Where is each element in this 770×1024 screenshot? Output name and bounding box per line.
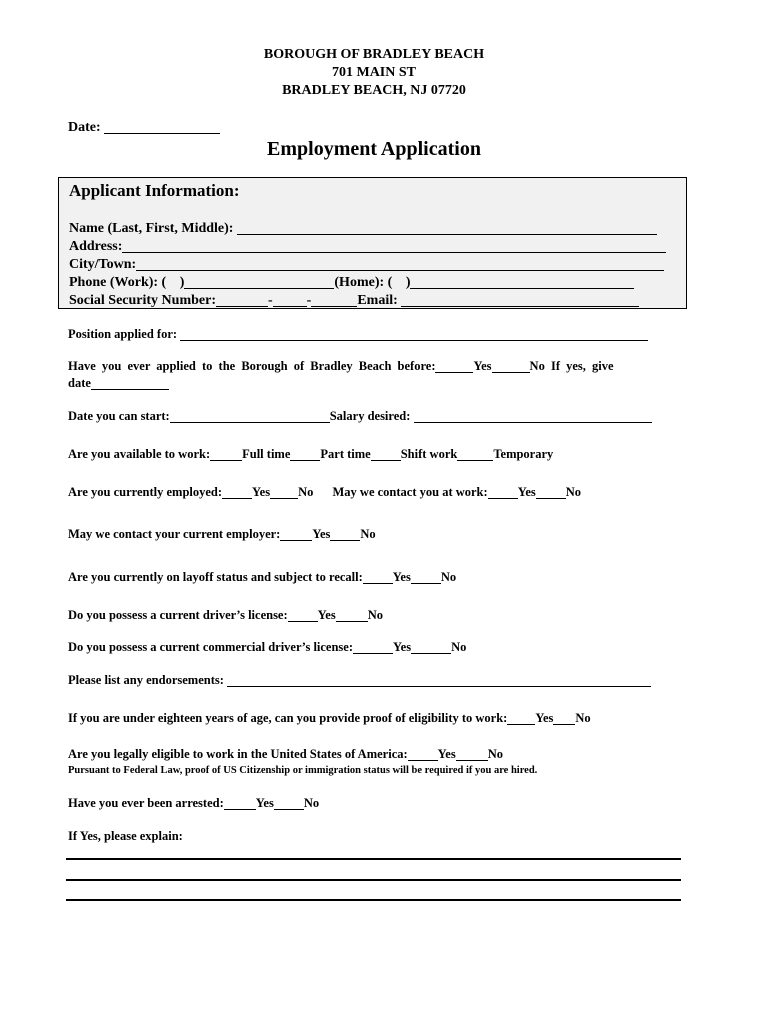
city-row <box>69 256 664 273</box>
endorsements-label: Please list any endorsements: <box>68 673 224 687</box>
explain-label: If Yes, please explain: <box>68 829 183 843</box>
start-salary-row <box>68 409 652 424</box>
employed-yes: Yes <box>252 485 271 499</box>
applicant-info-box <box>58 177 687 309</box>
legally-eligible-yes-field[interactable] <box>408 748 438 762</box>
position-field[interactable] <box>180 328 648 342</box>
phone-row <box>69 274 634 291</box>
shift-work-option: Shift work <box>400 447 458 461</box>
applied-date-row <box>68 376 169 391</box>
start-date-field[interactable] <box>170 410 330 424</box>
form-title: Employment Application <box>267 138 481 160</box>
commercial-no-field[interactable] <box>411 641 451 655</box>
org-street: 701 MAIN ST <box>331 65 416 80</box>
position-row <box>68 327 648 342</box>
address-row <box>69 238 666 255</box>
drivers-license-row <box>68 608 383 623</box>
applied-before-label: Have you ever applied to the Borough of Bradley Beach before: <box>68 359 436 373</box>
part-time-option: Part time <box>320 447 371 461</box>
commercial-no: No <box>451 640 467 654</box>
city-label: City/Town: <box>69 257 137 272</box>
ssn-field-1[interactable] <box>216 292 268 307</box>
explain-line-3[interactable] <box>66 899 681 901</box>
applied-before-yes: Yes <box>473 359 492 373</box>
drivers-license-yes: Yes <box>317 608 336 622</box>
org-name: BOROUGH OF BRADLEY BEACH <box>263 47 485 62</box>
drivers-license-yes-field[interactable] <box>288 609 318 623</box>
under-eighteen-yes: Yes <box>535 711 554 725</box>
explain-line-1[interactable] <box>66 858 681 860</box>
endorsements-row <box>68 673 651 688</box>
commercial-license-label: Do you possess a current commercial driver’s license: <box>68 640 354 654</box>
arrested-yes-field[interactable] <box>224 797 256 811</box>
employed-row <box>68 485 581 500</box>
org-city: BRADLEY BEACH, NJ 07720 <box>282 83 466 98</box>
contact-at-work-label: May we contact you at work: <box>332 485 488 499</box>
ssn-dash-1: - <box>267 293 273 308</box>
arrested-no-field[interactable] <box>274 797 304 811</box>
phone-home-paren: ) <box>405 275 411 290</box>
ssn-dash-2: - <box>306 293 312 308</box>
contact-employer-yes: Yes <box>312 527 331 541</box>
legally-eligible-yes: Yes <box>437 747 456 761</box>
start-date-label: Date you can start: <box>68 409 170 423</box>
arrested-label: Have you ever been arrested: <box>68 796 224 810</box>
date-label: Date: <box>68 120 101 135</box>
temporary-field[interactable] <box>457 448 493 462</box>
contact-employer-no-field[interactable] <box>330 528 360 542</box>
phone-home-field[interactable] <box>410 274 634 289</box>
applied-before-no: No If yes, give <box>529 359 614 373</box>
drivers-license-no-field[interactable] <box>336 609 368 623</box>
employed-no-field[interactable] <box>270 486 298 500</box>
citizenship-note: Pursuant to Federal Law, proof of US Citizenship or immigration status will be required if you are hired. <box>68 765 538 776</box>
contact-work-yes: Yes <box>517 485 536 499</box>
shift-work-field[interactable] <box>371 448 401 462</box>
ssn-field-2[interactable] <box>273 292 307 307</box>
legally-eligible-no-field[interactable] <box>456 748 488 762</box>
commercial-license-row <box>68 640 466 655</box>
contact-work-no: No <box>565 485 582 499</box>
name-row <box>69 220 657 237</box>
salary-label: Salary desired: <box>329 409 411 423</box>
layoff-yes: Yes <box>392 570 411 584</box>
contact-employer-row <box>68 527 376 542</box>
name-label: Name (Last, First, Middle): <box>69 221 234 236</box>
email-field[interactable] <box>401 292 639 307</box>
full-time-field[interactable] <box>210 448 242 462</box>
drivers-license-label: Do you possess a current driver’s license: <box>68 608 288 622</box>
contact-employer-yes-field[interactable] <box>280 528 312 542</box>
arrested-no: No <box>303 796 320 810</box>
ssn-row <box>69 292 639 309</box>
layoff-no: No <box>440 570 457 584</box>
phone-work-label: Phone (Work): ( <box>69 275 167 290</box>
position-label: Position applied for: <box>68 327 178 341</box>
arrested-row <box>68 796 319 811</box>
address-label: Address: <box>69 239 123 254</box>
commercial-yes: Yes <box>393 640 412 654</box>
available-row <box>68 447 553 462</box>
applied-before-no-field[interactable] <box>492 360 530 374</box>
employed-label: Are you currently employed: <box>68 485 223 499</box>
contact-employer-label: May we contact your current employer: <box>68 527 281 541</box>
phone-home-label: (Home): ( <box>334 275 393 290</box>
available-label: Are you available to work: <box>68 447 211 461</box>
legally-eligible-row <box>68 747 503 762</box>
city-field[interactable] <box>136 256 664 271</box>
legally-eligible-no: No <box>487 747 503 761</box>
date-row <box>68 119 220 136</box>
explain-line-2[interactable] <box>66 879 681 881</box>
employed-yes-field[interactable] <box>222 486 252 500</box>
arrested-yes: Yes <box>255 796 274 810</box>
ssn-field-3[interactable] <box>311 292 357 307</box>
full-time-option: Full time <box>242 447 291 461</box>
applied-before-yes-field[interactable] <box>435 360 473 374</box>
under-eighteen-no: No <box>575 711 591 725</box>
employed-no: No <box>298 485 314 499</box>
phone-work-paren: ) <box>179 275 185 290</box>
legally-eligible-label: Are you legally eligible to work in the United States of America: <box>68 747 408 761</box>
phone-work-field[interactable] <box>184 274 334 289</box>
layoff-row <box>68 570 456 585</box>
applied-date-label: date <box>68 376 91 390</box>
drivers-license-no: No <box>367 608 383 622</box>
under-eighteen-no-field[interactable] <box>553 712 575 726</box>
temporary-option: Temporary <box>493 447 554 461</box>
layoff-label: Are you currently on layoff status and subject to recall: <box>68 570 363 584</box>
applicant-info-heading: Applicant Information: <box>69 181 240 200</box>
name-field[interactable] <box>237 220 657 235</box>
under-eighteen-yes-field[interactable] <box>507 712 535 726</box>
commercial-yes-field[interactable] <box>353 641 393 655</box>
under-eighteen-label: If you are under eighteen years of age, can you provide proof of eligibility to work: <box>68 711 508 725</box>
applied-date-field[interactable] <box>91 377 169 391</box>
layoff-no-field[interactable] <box>411 571 441 585</box>
endorsements-field[interactable] <box>227 674 651 688</box>
contact-work-no-field[interactable] <box>536 486 566 500</box>
ssn-label: Social Security Number: <box>69 293 216 308</box>
date-field[interactable] <box>104 119 220 134</box>
part-time-field[interactable] <box>290 448 320 462</box>
under-eighteen-row <box>68 711 591 726</box>
applied-before-row <box>68 359 614 374</box>
email-label: Email: <box>357 293 398 308</box>
salary-field[interactable] <box>414 410 652 424</box>
address-field[interactable] <box>122 238 666 253</box>
layoff-yes-field[interactable] <box>363 571 393 585</box>
contact-employer-no: No <box>360 527 376 541</box>
contact-work-yes-field[interactable] <box>488 486 518 500</box>
